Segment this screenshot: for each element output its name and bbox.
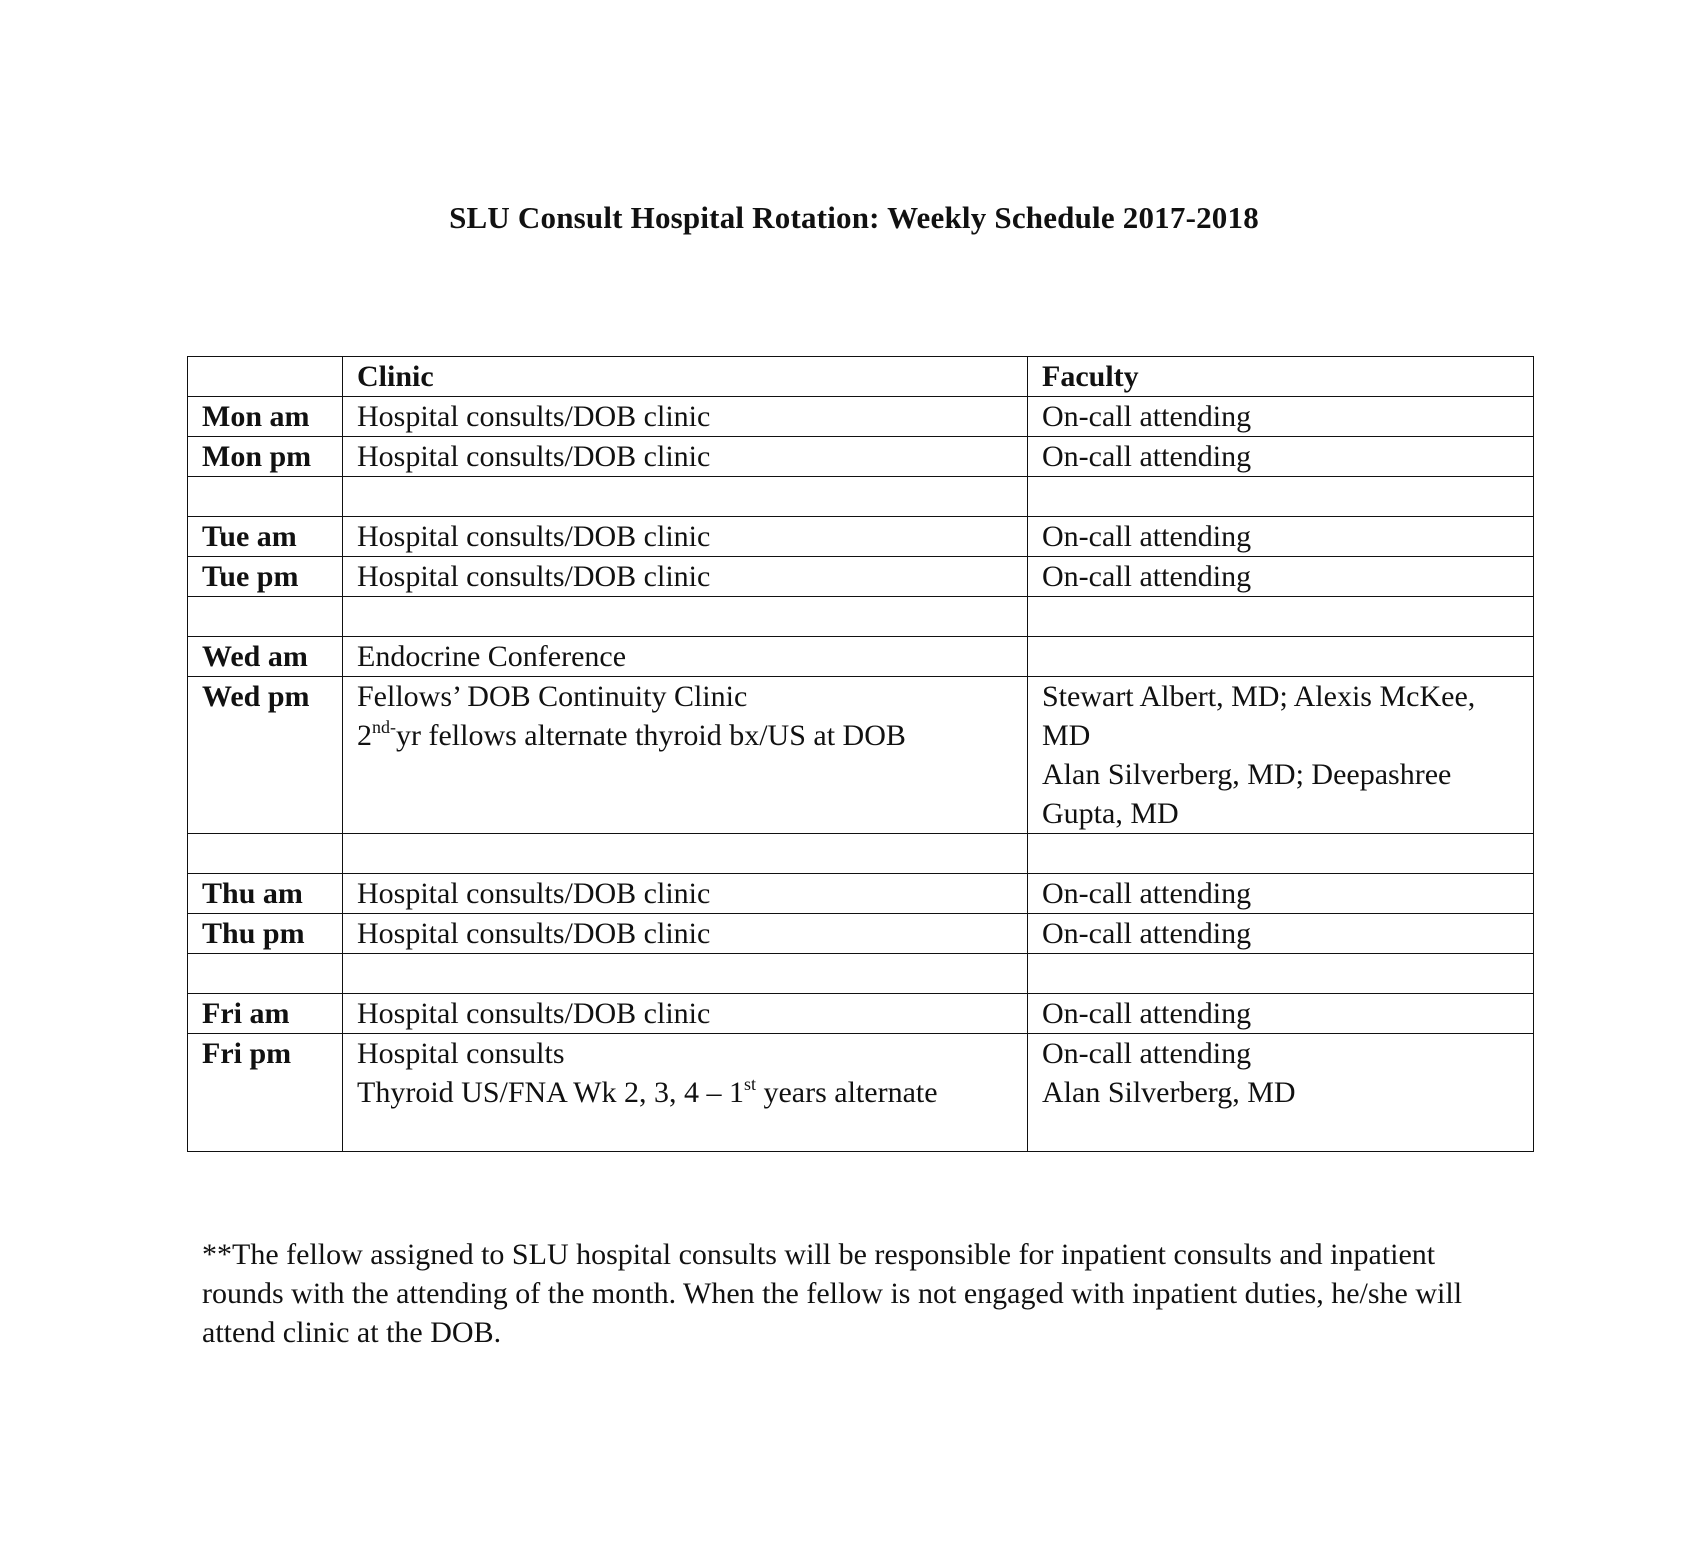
faculty-cell bbox=[1028, 437, 1534, 477]
header-faculty: Faculty bbox=[1028, 357, 1534, 397]
superscript: nd- bbox=[372, 717, 396, 737]
day-cell: Wed am bbox=[188, 637, 343, 677]
faculty-cell bbox=[1028, 914, 1534, 954]
clinic-text: Hospital consults/DOB clinic bbox=[357, 440, 711, 473]
day-cell bbox=[188, 954, 343, 994]
clinic-text: Hospital consults/DOB clinic bbox=[357, 997, 711, 1030]
faculty-text: On-call attending bbox=[1042, 520, 1252, 553]
day-cell: Fri pm bbox=[188, 1034, 343, 1152]
table-row bbox=[188, 677, 1534, 834]
day-cell bbox=[188, 834, 343, 874]
day-cell: Thu pm bbox=[188, 914, 343, 954]
clinic-text: Endocrine Conference bbox=[357, 640, 627, 673]
day-cell: Fri am bbox=[188, 994, 343, 1034]
text-segment: years alternate bbox=[755, 1076, 938, 1109]
faculty-text: On-call attending bbox=[1042, 400, 1252, 433]
clinic-text: Fellows’ DOB Continuity Clinic bbox=[357, 680, 748, 713]
spacer-row bbox=[188, 597, 1534, 637]
text-segment: Thyroid US/FNA Wk 2, 3, 4 – 1 bbox=[357, 1076, 744, 1109]
clinic-text: Hospital consults/DOB clinic bbox=[357, 560, 711, 593]
day-cell: Thu am bbox=[188, 874, 343, 914]
clinic-cell bbox=[343, 834, 1028, 874]
clinic-text-superscript-line bbox=[357, 716, 1013, 755]
faculty-cell bbox=[1028, 677, 1534, 834]
faculty-cell bbox=[1028, 1034, 1534, 1152]
day-cell: Tue pm bbox=[188, 557, 343, 597]
faculty-cell bbox=[1028, 597, 1534, 637]
clinic-text: Hospital consults/DOB clinic bbox=[357, 400, 711, 433]
clinic-cell bbox=[343, 637, 1028, 677]
faculty-cell bbox=[1028, 397, 1534, 437]
table-row bbox=[188, 437, 1534, 477]
footnote: **The fellow assigned to SLU hospital consults will be responsible for inpatient consults and inpatient rounds with the attending of the month. When the fellow is not engaged with inpatient duties, he/she will attend clinic at the DOB. bbox=[202, 1238, 1463, 1349]
clinic-text: Hospital consults bbox=[357, 1037, 565, 1070]
spacer-row bbox=[188, 834, 1534, 874]
faculty-cell bbox=[1028, 874, 1534, 914]
clinic-cell bbox=[343, 994, 1028, 1034]
faculty-text: On-call attending bbox=[1042, 997, 1252, 1030]
clinic-cell bbox=[343, 874, 1028, 914]
day-cell bbox=[188, 597, 343, 637]
table-row bbox=[188, 517, 1534, 557]
faculty-cell bbox=[1028, 637, 1534, 677]
faculty-text: Stewart Albert, MD; Alexis McKee, MD bbox=[1042, 680, 1476, 752]
clinic-cell bbox=[343, 517, 1028, 557]
clinic-cell bbox=[343, 677, 1028, 834]
table-row bbox=[188, 914, 1534, 954]
day-cell: Tue am bbox=[188, 517, 343, 557]
table-row bbox=[188, 397, 1534, 437]
table-header-row bbox=[188, 357, 1534, 397]
table-row bbox=[188, 637, 1534, 677]
table-row bbox=[188, 994, 1534, 1034]
clinic-cell bbox=[343, 597, 1028, 637]
day-cell: Mon am bbox=[188, 397, 343, 437]
faculty-text: On-call attending bbox=[1042, 877, 1252, 910]
header-day bbox=[188, 357, 343, 397]
faculty-cell bbox=[1028, 557, 1534, 597]
faculty-text: Alan Silverberg, MD; Deepashree Gupta, MD bbox=[1042, 758, 1452, 830]
text-segment: 2 bbox=[357, 719, 372, 752]
faculty-text: On-call attending bbox=[1042, 440, 1252, 473]
day-cell: Mon pm bbox=[188, 437, 343, 477]
table-row bbox=[188, 874, 1534, 914]
clinic-cell bbox=[343, 954, 1028, 994]
faculty-cell bbox=[1028, 834, 1534, 874]
table-row bbox=[188, 1034, 1534, 1152]
clinic-cell bbox=[343, 437, 1028, 477]
faculty-text: On-call attending bbox=[1042, 917, 1252, 950]
faculty-text: Alan Silverberg, MD bbox=[1042, 1076, 1296, 1109]
clinic-text-superscript-line bbox=[357, 1073, 1013, 1112]
superscript: st bbox=[743, 1074, 756, 1094]
faculty-text: On-call attending bbox=[1042, 560, 1252, 593]
faculty-cell bbox=[1028, 994, 1534, 1034]
clinic-text: Hospital consults/DOB clinic bbox=[357, 877, 711, 910]
schedule-table bbox=[187, 356, 1534, 1152]
faculty-cell bbox=[1028, 477, 1534, 517]
clinic-cell bbox=[343, 397, 1028, 437]
text-segment: yr fellows alternate thyroid bx/US at DOB bbox=[396, 719, 906, 752]
faculty-cell bbox=[1028, 954, 1534, 994]
table-row bbox=[188, 557, 1534, 597]
header-clinic: Clinic bbox=[343, 357, 1028, 397]
faculty-cell bbox=[1028, 517, 1534, 557]
page-title: SLU Consult Hospital Rotation: Weekly Schedule 2017-2018 bbox=[449, 200, 1259, 235]
clinic-cell bbox=[343, 557, 1028, 597]
clinic-text: Hospital consults/DOB clinic bbox=[357, 917, 711, 950]
spacer-row bbox=[188, 477, 1534, 517]
clinic-cell bbox=[343, 477, 1028, 517]
clinic-text: Hospital consults/DOB clinic bbox=[357, 520, 711, 553]
spacer-row bbox=[188, 954, 1534, 994]
day-cell bbox=[188, 477, 343, 517]
clinic-cell bbox=[343, 1034, 1028, 1152]
day-cell: Wed pm bbox=[188, 677, 343, 834]
faculty-text: On-call attending bbox=[1042, 1037, 1252, 1070]
clinic-cell bbox=[343, 914, 1028, 954]
